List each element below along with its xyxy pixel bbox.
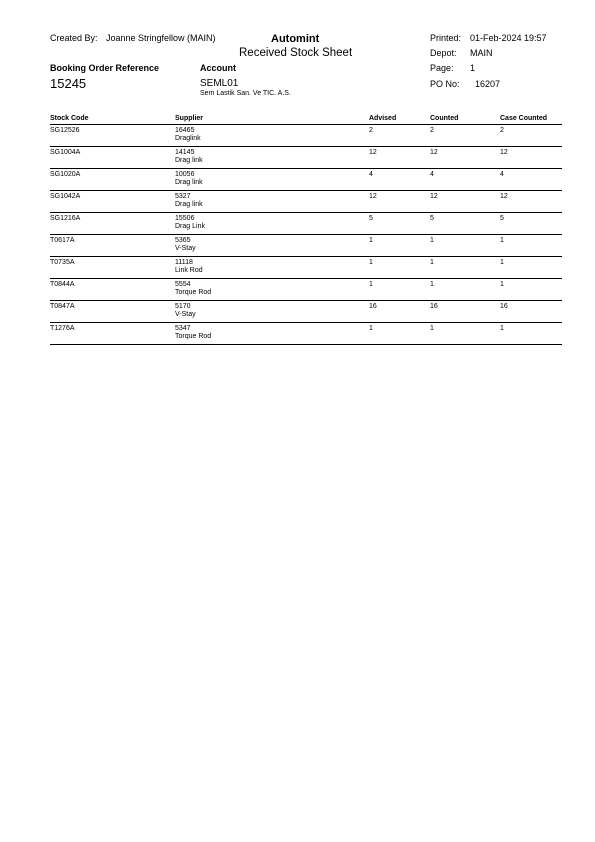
stock-code-cell: SG12526	[50, 127, 80, 134]
supplier-description: Draglink	[175, 135, 201, 142]
advised-cell: 1	[369, 259, 373, 266]
supplier-cell	[175, 325, 211, 341]
case-counted-cell: 5	[500, 215, 504, 222]
supplier-number: 15506	[175, 215, 195, 222]
case-counted-cell: 1	[500, 259, 504, 266]
supplier-description: Link Rod	[175, 267, 203, 274]
case-counted-cell: 12	[500, 193, 508, 200]
stock-code-cell: T1276A	[50, 325, 75, 332]
table-row	[50, 323, 562, 345]
supplier-cell	[175, 193, 203, 209]
printed-value: 01-Feb-2024 19:57	[470, 33, 547, 43]
stock-code-cell: SG1042A	[50, 193, 81, 200]
table-row	[50, 125, 562, 147]
column-header-supplier: Supplier	[175, 115, 204, 122]
page-label: Page:	[430, 63, 454, 73]
column-header-case-counted: Case Counted	[500, 115, 548, 122]
created-by-label: Created By:	[50, 33, 98, 43]
column-header-counted: Counted	[430, 115, 459, 122]
supplier-cell	[175, 303, 196, 319]
advised-cell: 1	[369, 237, 373, 244]
account-label: Account	[200, 63, 236, 73]
supplier-cell	[175, 149, 203, 165]
counted-cell: 1	[430, 325, 434, 332]
po-label: PO No:	[430, 79, 460, 89]
supplier-description: Drag link	[175, 201, 203, 208]
supplier-number: 5554	[175, 281, 191, 288]
supplier-description: Drag Link	[175, 223, 205, 230]
table-row	[50, 257, 562, 279]
supplier-description: V-Stay	[175, 311, 196, 318]
advised-cell: 5	[369, 215, 373, 222]
case-counted-cell: 4	[500, 171, 504, 178]
depot-value: MAIN	[470, 48, 493, 58]
account-code: SEML01	[200, 78, 239, 89]
counted-cell: 4	[430, 171, 434, 178]
supplier-description: Drag link	[175, 157, 203, 164]
supplier-number: 16465	[175, 127, 195, 134]
advised-cell: 2	[369, 127, 373, 134]
printed-label: Printed:	[430, 33, 462, 43]
supplier-cell	[175, 171, 203, 187]
supplier-cell	[175, 127, 201, 143]
case-counted-cell: 1	[500, 325, 504, 332]
account-name: Sem Lastik San. Ve TIC. A.S.	[200, 90, 291, 97]
supplier-number: 5347	[175, 325, 191, 332]
case-counted-cell: 12	[500, 149, 508, 156]
stock-table	[50, 114, 562, 345]
supplier-cell	[175, 259, 203, 275]
advised-cell: 1	[369, 281, 373, 288]
supplier-number: 10056	[175, 171, 195, 178]
stock-code-cell: T0617A	[50, 237, 75, 244]
stock-code-cell: SG1020A	[50, 171, 81, 178]
table-header	[50, 114, 562, 125]
supplier-number: 5327	[175, 193, 191, 200]
counted-cell: 1	[430, 281, 434, 288]
counted-cell: 12	[430, 193, 438, 200]
supplier-description: Torque Rod	[175, 289, 212, 296]
stock-code-cell: SG1216A	[50, 215, 81, 222]
counted-cell: 1	[430, 237, 434, 244]
supplier-description: Drag link	[175, 179, 203, 186]
created-by-value: Joanne Stringfellow (MAIN)	[106, 33, 216, 43]
column-header-advised: Advised	[369, 115, 397, 122]
table-row	[50, 191, 562, 213]
table-row	[50, 169, 562, 191]
stock-code-cell: T0847A	[50, 303, 75, 310]
supplier-description: V-Stay	[175, 245, 196, 252]
counted-cell: 12	[430, 149, 438, 156]
case-counted-cell: 1	[500, 281, 504, 288]
booking-order-label: Booking Order Reference	[50, 63, 160, 73]
supplier-number: 14145	[175, 149, 195, 156]
advised-cell: 1	[369, 325, 373, 332]
counted-cell: 5	[430, 215, 434, 222]
supplier-cell	[175, 215, 205, 231]
company-name: Automint	[271, 33, 320, 45]
sheet-title: Received Stock Sheet	[239, 47, 353, 59]
table-row	[50, 301, 562, 323]
stock-code-cell: T0844A	[50, 281, 75, 288]
supplier-cell	[175, 237, 196, 253]
case-counted-cell: 16	[500, 303, 508, 310]
advised-cell: 12	[369, 193, 377, 200]
table-row	[50, 147, 562, 169]
supplier-description: Torque Rod	[175, 333, 212, 340]
counted-cell: 2	[430, 127, 434, 134]
booking-order-value: 15245	[50, 76, 87, 91]
case-counted-cell: 1	[500, 237, 504, 244]
stock-code-cell: T0735A	[50, 259, 75, 266]
case-counted-cell: 2	[500, 127, 504, 134]
page-value: 1	[470, 63, 476, 73]
table-row	[50, 213, 562, 235]
po-value: 16207	[475, 79, 501, 89]
table-row	[50, 235, 562, 257]
advised-cell: 16	[369, 303, 377, 310]
supplier-number: 5170	[175, 303, 191, 310]
depot-label: Depot:	[430, 48, 457, 58]
column-header-stock-code: Stock Code	[50, 115, 89, 122]
supplier-cell	[175, 281, 211, 297]
counted-cell: 16	[430, 303, 438, 310]
table-row	[50, 279, 562, 301]
supplier-number: 5365	[175, 237, 191, 244]
supplier-number: 11118	[175, 259, 193, 266]
counted-cell: 1	[430, 259, 434, 266]
advised-cell: 4	[369, 171, 373, 178]
advised-cell: 12	[369, 149, 377, 156]
stock-code-cell: SG1004A	[50, 149, 81, 156]
